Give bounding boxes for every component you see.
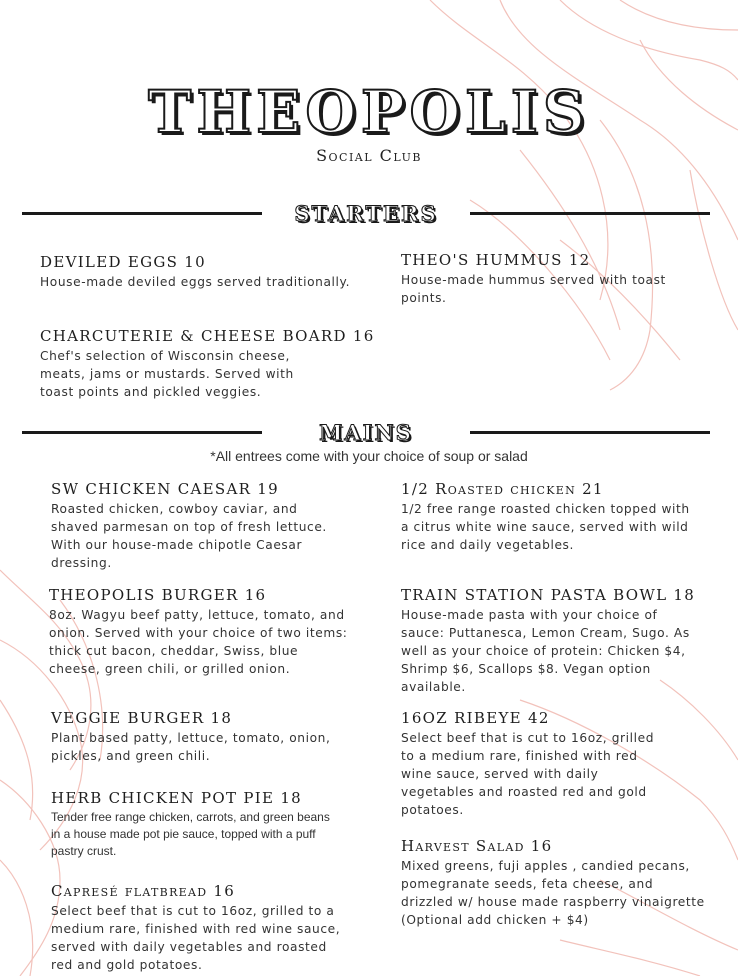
mains-note: *All entrees come with your choice of soup or salad (210, 448, 528, 464)
mains-heading: MAINS (319, 420, 413, 445)
item-description: Select beef that is cut to 16oz, grilled to a medium rare, finished with red wine sauce, served with daily vegetables and roasted red and gold potatoes. (51, 904, 341, 972)
starters-heading: STARTERS (294, 201, 438, 226)
mains-rule-left (22, 431, 262, 434)
main-item (51, 881, 351, 974)
mains-rule-right (470, 431, 710, 434)
starter-item (40, 252, 360, 291)
item-name: 1/2 Roasted chicken 21 (401, 480, 604, 498)
item-description: House-made deviled eggs served traditionally. (40, 275, 351, 289)
main-item (51, 479, 341, 572)
main-item (401, 479, 701, 554)
starter-item (40, 326, 375, 401)
item-description: Plant based patty, lettuce, tomato, onion, pickles, and green chili. (51, 731, 331, 763)
item-description: 8oz. Wagyu beef patty, lettuce, tomato, and onion. Served with your choice of two items: thick cut bacon, cheddar, Swiss, blue cheese, green chili, or grilled onion. (49, 608, 348, 676)
item-description: Select beef that is cut to 16oz, grilled to a medium rare, finished with red wine sauce, served with daily vegetables and roasted red and gold potatoes. (401, 731, 655, 817)
item-name: DEVILED EGGS 10 (40, 253, 206, 271)
starters-rule-right (470, 212, 710, 215)
main-item (401, 708, 666, 819)
item-description: House-made hummus served with toast points. (401, 273, 666, 305)
main-item (51, 788, 341, 860)
restaurant-subtitle: Social Club (316, 146, 422, 165)
item-description: Chef's selection of Wisconsin cheese, meats, jams or mustards. Served with toast points and pickled veggies. (40, 349, 294, 399)
starter-item (401, 250, 701, 307)
item-description: 1/2 free range roasted chicken topped with a citrus white wine sauce, served with wild rice and daily vegetables. (401, 502, 690, 552)
item-name: THEO'S HUMMUS 12 (401, 251, 591, 269)
starters-rule-left (22, 212, 262, 215)
item-name: Harvest Salad 16 (401, 837, 553, 855)
item-name: Capresé flatbread 16 (51, 882, 236, 900)
item-description: Tender free range chicken, carrots, and green beans in a house made pot pie sauce, topped with a puff pastry crust. (51, 810, 330, 858)
item-name: SW CHICKEN CAESAR 19 (51, 480, 279, 498)
item-name: HERB CHICKEN POT PIE 18 (51, 789, 303, 807)
item-description: House-made pasta with your choice of sauce: Puttanesca, Lemon Cream, Sugo. As well as your choice of protein: Chicken $4, Shrimp $6, Scallops $8. Vegan option available. (401, 608, 690, 694)
item-description: Mixed greens, fuji apples , candied pecans, pomegranate seeds, feta cheese, and drizzled w/ house made raspberry vinaigrette (Optional add chicken + $4) (401, 859, 705, 927)
item-name: VEGGIE BURGER 18 (51, 709, 233, 727)
restaurant-title: THEOPOLIS (148, 78, 590, 146)
main-item (401, 585, 701, 696)
item-description: Roasted chicken, cowboy caviar, and shaved parmesan on top of fresh lettuce. With our house-made chipotle Caesar dressing. (51, 502, 327, 570)
item-name: TRAIN STATION PASTA BOWL 18 (401, 586, 696, 604)
main-item (49, 585, 349, 678)
item-name: 16OZ RIBEYE 42 (401, 709, 550, 727)
item-name: CHARCUTERIE & CHEESE BOARD 16 (40, 327, 375, 345)
item-name: THEOPOLIS BURGER 16 (49, 586, 267, 604)
main-item (51, 708, 331, 765)
main-item (401, 836, 706, 929)
